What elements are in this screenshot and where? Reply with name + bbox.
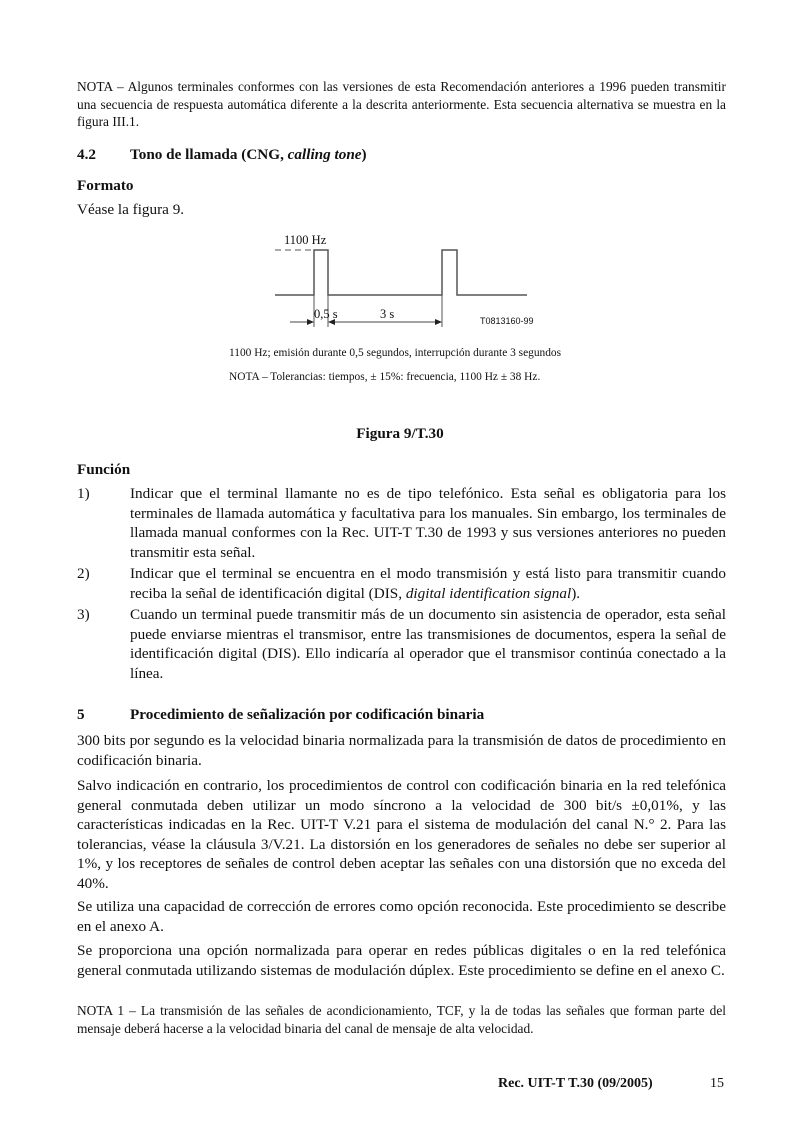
section-title: Tono de llamada (CNG, [130,146,288,163]
calling-tone-timing-diagram [0,0,800,340]
section-5-paragraph-3: Se utiliza una capacidad de corrección de errores como opción reconocida. Este procedimiento se describe en el anexo A. [77,898,726,935]
page-number: 15 [710,1076,724,1091]
section-4-2-heading: 4.2 Tono de llamada (CNG, calling tone) [77,146,367,163]
function-item-1: 1) Indicar que el terminal llamante no es de tipo telefónico. Esta señal es obligatoria para los terminales de llamada automática y facultativa para los manuales. Sin embargo, los terminales de llamada manual conformes con la Rec. UIT-T T.30 de 1993 y sus versiones anteriores no pueden transmitir esta señal. [77,485,726,561]
section-5-note-1: NOTA 1 – La transmisión de las señales de acondicionamiento, TCF, y la de todas las señales que forman parte del mensaje deberá hacerse a la velocidad binaria del canal de mensaje de alta velocidad. [77,1003,726,1036]
waveform [275,250,527,295]
function-item-2: 2) Indicar que el terminal se encuentra en el modo transmisión y está listo para transmitir cuando reciba la señal de identificación digital (DIS, digital identification signal). [77,565,726,602]
function-heading: Función [77,461,131,478]
section-5-heading: 5 Procedimiento de señalización por codificación binaria [77,706,485,723]
intro-note-text: NOTA – Algunos terminales conformes con las versiones de esta Recomendación anteriores a 1996 pueden transmitir una secuencia de respuesta automática diferente a la descrita anteriormente. Esta secuencia alternativa se muestra en la figura III.1. [77,79,726,130]
format-text: Véase la figura 9. [77,201,185,218]
format-heading: Formato [77,177,134,194]
section-5-paragraph-2: Salvo indicación en contrario, los procedimientos de control con codificación binaria en la red telefónica general conmutada deben utilizar un modo síncrono a la velocidad de 300 bit/s ±0,01%, y las características indicadas en la Rec. UIT-T V.21 para el sistema de modulación del canal N.° 2. Para las tolerancias, véase la cláusula 3/V.21. La distorsión en los generadores de señales no debe ser superior al 1%, y los receptores de señales de control deben aceptar las señales con una distorsión que no exceda del 40%. [77,777,726,892]
section-number: 4.2 [77,146,96,163]
figure-caption: 1100 Hz; emisión durante 0,5 segundos, interrupción durante 3 segundos [229,347,562,359]
figure-ref-code: T0813160-99 [480,316,534,326]
pulse-duration-label: 0,5 s [314,307,338,321]
figure-tolerance-note: NOTA – Tolerancias: tiempos, ± 15%: frecuencia, 1100 Hz ± 38 Hz. [229,371,541,383]
section-5-paragraph-4: Se proporciona una opción normalizada para operar en redes públicas digitales o en la red telefónica general conmutada utilizando sistemas de modulación dúplex. Este procedimiento se define en el anexo C. [77,942,726,979]
section-title-italic: calling tone [287,146,362,163]
section-5-paragraph-1: 300 bits por segundo es la velocidad binaria normalizada para la transmisión de datos de procedimiento en codificación binaria. [77,732,726,769]
frequency-label: 1100 Hz [284,233,327,247]
function-item-3: 3) Cuando un terminal puede transmitir más de un documento sin asistencia de operador, esta señal puede enviarse mientras el transmisor, entre las transmisiones de documentos, espera la señal de identificación digital (DIS). Ello indicaría al operador que el transmisor continúa conectado a la línea. [77,606,726,682]
figure-title: Figura 9/T.30 [356,425,444,442]
gap-duration-label: 3 s [380,307,395,321]
footer-reference: Rec. UIT-T T.30 (09/2005) [498,1076,653,1091]
